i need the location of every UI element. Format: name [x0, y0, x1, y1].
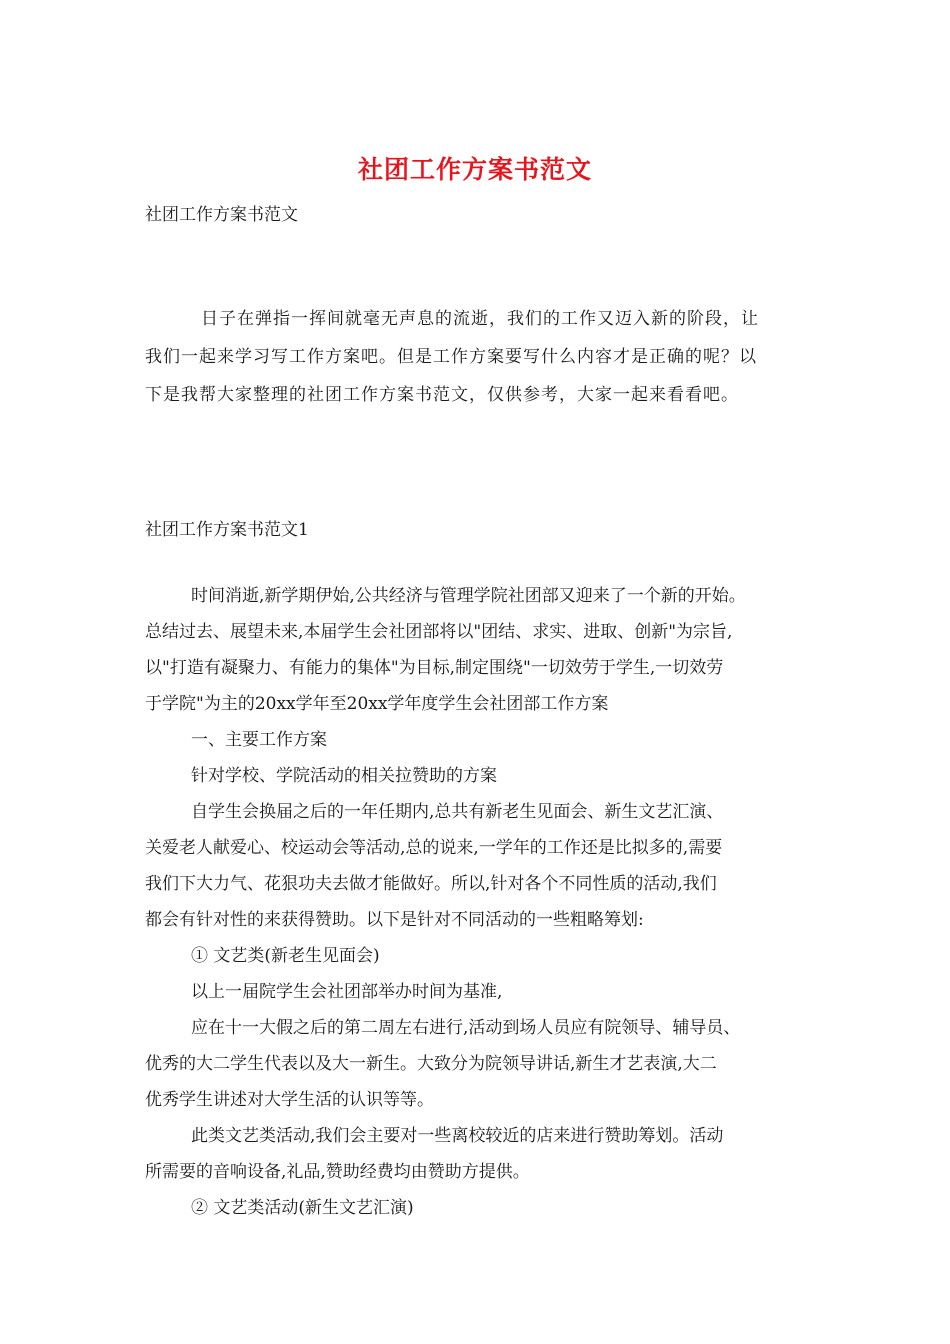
body-line: 以上一届院学生会社团部举办时间为基准, — [191, 982, 503, 1002]
body-line: 应在十一大假之后的第二周左右进行,活动到场人员应有院领导、辅导员、 — [191, 1018, 741, 1038]
body-line: 总结过去、展望未来,本届学生会社团部将以"团结、求实、进取、创新"为宗旨, — [145, 622, 733, 642]
body-line: ② 文艺类活动(新生文艺汇演) — [191, 1198, 414, 1218]
section-heading: 社团工作方案书范文1 — [145, 520, 309, 540]
body-line: 优秀学生讲述对大学生活的认识等等。 — [145, 1090, 434, 1110]
intro-line: 日子在弹指一挥间就毫无声息的流逝，我们的工作又迈入新的阶段，让 — [201, 309, 759, 329]
body-line: 优秀的大二学生代表以及大一新生。大致分为院领导讲话,新生才艺表演,大二 — [145, 1054, 717, 1074]
document-subtitle: 社团工作方案书范文 — [145, 205, 298, 225]
body-line: 时间消逝,新学期伊始,公共经济与管理学院社团部又迎来了一个新的开始。 — [191, 586, 746, 606]
body-line: 所需要的音响设备,礼品,赞助经费均由赞助方提供。 — [145, 1162, 530, 1182]
body-line: 关爱老人献爱心、校运动会等活动,总的说来,一学年的工作还是比拟多的,需要 — [145, 838, 723, 858]
body-line: 自学生会换届之后的一年任期内,总共有新老生见面会、新生文艺汇演、 — [191, 802, 724, 822]
body-line: ① 文艺类(新老生见面会) — [191, 946, 380, 966]
intro-paragraph — [145, 300, 815, 414]
intro-line: 我们一起来学习写工作方案吧。但是工作方案要写什么内容才是正确的呢？以 — [145, 347, 757, 367]
intro-line: 下是我帮大家整理的社团工作方案书范文，仅供参考，大家一起来看看吧。 — [145, 385, 739, 405]
body-text — [145, 578, 825, 1226]
body-line: 于学院"为主的20xx学年至20xx学年度学生会社团部工作方案 — [145, 694, 609, 714]
body-line: 一、主要工作方案 — [191, 730, 327, 750]
body-line: 我们下大力气、花狠功夫去做才能做好。所以,针对各个不同性质的活动,我们 — [145, 874, 717, 894]
body-line: 都会有针对性的来获得赞助。以下是针对不同活动的一些粗略筹划: — [145, 910, 644, 930]
body-line: 针对学校、学院活动的相关拉赞助的方案 — [191, 766, 497, 786]
body-line: 以"打造有凝聚力、有能力的集体"为目标,制定围绕"一切效劳于学生,一切效劳 — [145, 658, 724, 678]
body-line: 此类文艺类活动,我们会主要对一些离校较近的店来进行赞助筹划。活动 — [191, 1126, 724, 1146]
document-title: 社团工作方案书范文 — [357, 155, 592, 184]
